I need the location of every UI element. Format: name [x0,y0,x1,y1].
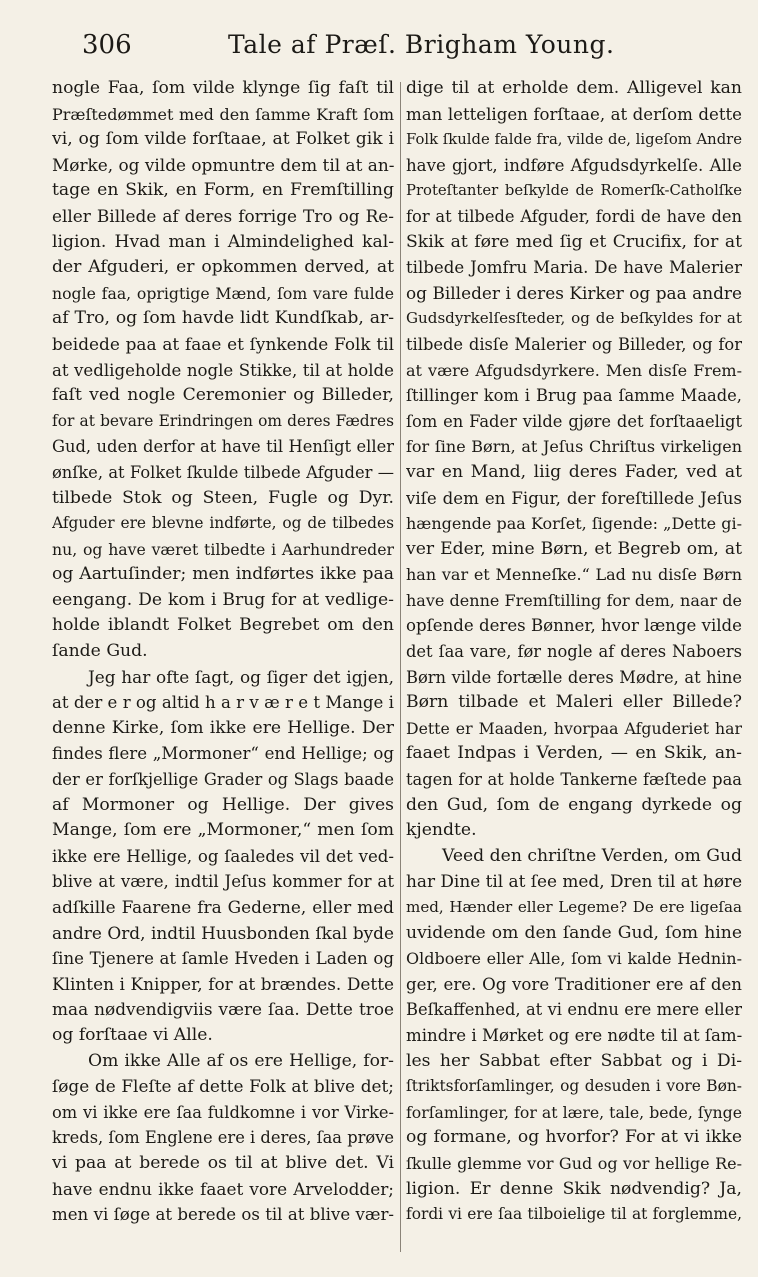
text-line: have denne Fremſtilling for dem, naar de [406,590,742,610]
text-line: ſande Gud. [52,641,148,662]
text-line: tilbede Jomfru Maria. De have Malerier [406,258,742,278]
text-line: har Dine til at ſee med, Dren til at høre [406,871,742,892]
text-line: han var et Menneſke.“ Lad nu disſe Børn [406,565,742,585]
text-line: ligion. Hvad man i Almindelighed kal- [52,231,394,252]
text-line: ſøge de Fleſte af dette Folk at blive det; [52,1076,394,1097]
text-line: les her Sabbat efter Sabbat og i Di- [406,1050,742,1071]
text-line: for ſine Børn, at Jeſus Chriſtus virkeligen [406,437,742,457]
text-line: findes flere „Mormoner“ end Hellige; og [52,744,394,764]
text-line: Veed den chriſtne Verden, om Gud [442,845,742,866]
text-line: ſtillinger kom i Brug paa ſamme Maade, [406,386,742,406]
text-line: kreds, ſom Englene ere i deres, ſaa prøve [52,1128,394,1148]
text-line: Folk ſkulde falde fra, vilde de, ligeſom Andre [406,131,742,149]
text-line: den Gud, ſom de engang dyrkede og [406,794,742,815]
text-line: kjendte. [406,820,477,841]
text-line: adſkille Faarene fra Gederne, eller med [52,897,394,917]
left-text-column [52,76,394,1228]
text-line: nu, og have været tilbedte i Aarhundreder [52,539,394,559]
text-line: Beſkaffenhed, at vi endnu ere mere eller [406,1000,742,1020]
text-line: vi paa at berede os til at blive det. Vi [52,1152,394,1173]
page-number: 306 [82,30,132,60]
text-line: faaet Indpas i Verden, — en Skik, an- [406,743,742,764]
text-line: af Tro, og ſom havde lidt Kundſkab, ar- [52,308,394,329]
column-divider [400,82,401,1252]
text-line: man letteligen forſtaae, at derſom dette [406,104,742,124]
text-line: vi, og ſom vilde forſtaae, at Folket gik i [52,129,394,150]
text-line: for at tilbede Afguder, fordi de have den [406,206,742,226]
text-line: Dette er Maaden, hvorpaa Afguderiet har [406,718,742,738]
text-line: eller Billede af deres forrige Tro og Re- [52,205,394,226]
text-line: beidede paa at faae et ſynkende Folk til [52,333,394,354]
text-line: det ſaa vare, før nogle af deres Naboers [406,642,742,662]
text-line: dige til at erholde dem. Alligevel kan [406,78,742,98]
text-line: ſtriktsforſamlinger, og desuden i vore Bøn- [406,1077,742,1096]
text-line: tage en Skik, en Form, en Fremſtilling [52,180,394,201]
text-line: at vedligeholde nogle Stikke, til at holde [52,360,394,380]
text-line: uvidende om den ſande Gud, ſom hine [406,922,742,943]
text-line: ønſke, at Folket ſkulde tilbede Afguder — [52,462,394,482]
text-line: ikke ere Hellige, og ſaaledes vil det ved- [52,846,394,866]
text-line: opſende deres Bønner, hvor længe vilde [406,616,742,636]
text-line: eengang. De kom i Brug for at vedlige- [52,589,394,610]
text-line: ſine Tjenere at ſamle Hveden i Laden og [52,949,394,969]
text-line: tilbede disſe Malerier og Billeder, og for [406,334,742,354]
text-line: Jeg har ofte ſagt, og ſiger det igjen, [88,666,394,687]
text-line: at der e r og altid h a r v æ r e t Mange i [52,693,394,713]
text-line: Børn vilde fortælle deres Mødre, at hine [406,667,742,687]
text-line: Klinten i Knipper, for at brændes. Dette [52,973,394,994]
text-line: holde iblandt Folket Begrebet om den [52,615,394,636]
text-line: med, Hænder eller Legeme? De ere ligeſaa [406,898,742,916]
text-line: faſt ved nogle Ceremonier og Billeder, [52,385,394,406]
text-line: Mange, ſom ere „Mormoner,“ men ſom [52,820,394,841]
text-line: tagen for at holde Tankerne fæſtede paa [406,770,742,790]
text-line: ver Eder, mine Børn, et Begreb om, at [406,538,742,559]
text-line: andre Ord, indtil Huusbonden ſkal byde [52,922,394,943]
text-line: Afguder ere blevne indførte, og de tilbedes [52,514,394,533]
text-line: fordi vi ere ſaa tilboielige til at forglemme, [406,1205,742,1224]
text-line: nogle Faa, ſom vilde klynge ſig faſt til [52,78,394,98]
text-line: viſe dem en Figur, der foreſtillede Jeſus [406,488,742,508]
text-line: have gjort, indføre Afgudsdyrkelſe. Alle [406,155,742,175]
text-line: og Aartuſinder; men indførtes ikke paa [52,564,394,585]
text-line: hængende paa Korſet, ſigende: „Dette gi- [406,514,742,534]
text-line: have endnu ikke faaet vore Arvelodder; [52,1178,394,1199]
text-line: men vi ſøge at berede os til at blive vær- [52,1205,394,1225]
text-line: ſkulle glemme vor Gud og vor hellige Re- [406,1153,742,1173]
page-header [0,28,758,68]
text-line: Præſtedømmet med den ſamme Kraft ſom [52,104,394,124]
text-line: og forſtaae vi Alle. [52,1024,213,1045]
text-line: ligion. Er denne Skik nødvendig? Ja, [406,1178,742,1199]
text-line: denne Kirke, ſom ikke ere Hellige. Der [52,717,394,738]
text-line: og Billeder i deres Kirker og paa andre [406,282,742,303]
text-line: om vi ikke ere ſaa fuldkomne i vor Virke- [52,1102,394,1122]
running-title: Tale af Præſ. Brigham Young. [228,30,615,59]
text-line: for at bevare Erindringen om deres Fædres [52,411,394,430]
text-line: Oldboere eller Alle, ſom vi kalde Hednin- [406,949,742,969]
text-line: der er forſkjellige Grader og Slags baade [52,770,394,790]
text-line: og formane, og hvorfor? For at vi ikke [406,1127,742,1148]
text-line: mindre i Mørket og ere nødte til at ſam- [406,1025,742,1045]
text-line: der Afguderi, er opkommen derved, at [52,257,394,278]
text-line: Gud, uden derfor at have til Henſigt eller [52,437,394,457]
text-line: blive at være, indtil Jeſus kommer for at [52,872,394,892]
text-line: forſamlinger, for at lære, tale, bede, ſynge [406,1102,742,1122]
text-line: var en Mand, liig deres Fader, ved at [406,461,742,482]
text-line: ger, ere. Og vore Traditioner ere af den [406,974,742,994]
text-line: Børn tilbade et Maleri eller Billede? [406,692,742,713]
text-line: af Mormoner og Hellige. Der gives [52,794,394,815]
text-line: Skik at føre med ſig et Crucifix, for at [406,231,742,252]
right-text-column [406,76,742,1228]
text-line: Mørke, og vilde opmuntre dem til at an- [52,154,394,175]
text-line: Om ikke Alle af os ere Hellige, for- [88,1050,394,1071]
text-line: nogle faa, oprigtige Mænd, ſom vare fulde [52,283,394,303]
text-line: at være Afgudsdyrkere. Men disſe Frem- [406,360,742,380]
text-line: tilbede Stok og Steen, Fugle og Dyr. [52,487,394,508]
text-line: maa nødvendigviis være ſaa. Dette troe [52,999,394,1020]
text-line: ſom en Fader vilde gjøre det forſtaaeligt [406,411,742,431]
text-line: Gudsdyrkelſesſteder, og de beſkyldes for at [406,309,742,328]
text-line: Proteſtanter beſkylde de Romerſk-Catholſke [406,182,742,200]
